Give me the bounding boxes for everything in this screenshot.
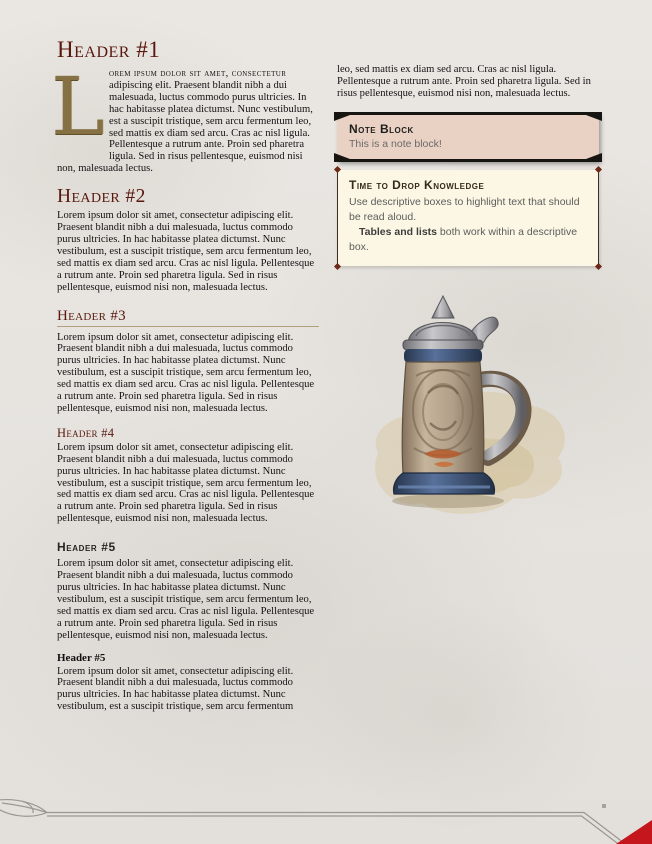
section-2-paragraph: Lorem ipsum dolor sit amet, consectetur adipiscing elit. Praesent blandit nibh a dui malesuada, luctus commodo purus ultricies. In hac habitasse platea dictumst. Nunc vestibulum, est a suscipit tristique, sem arcu fermentum leo, sed mattis ex diam sed arcu. Cras ac nisl ligula. Pellentesque a rutrum ante. Proin sed pharetra ligula. Sed in risus pellentesque, euismod nisi non, malesuada lectus. xyxy=(57,210,315,293)
section-3-paragraph: Lorem ipsum dolor sit amet, consectetur adipiscing elit. Praesent blandit nibh a dui malesuada, luctus commodo purus ultricies. In hac habitasse platea dictumst. Nunc vestibulum, est a suscipit tristique, sem arcu fermentum leo, sed mattis ex diam sed arcu. Cras ac nisl ligula. Pellentesque a rutrum ante. Proin sed pharetra ligula. Sed in risus pellentesque, euismod nisi non, malesuada lectus. xyxy=(57,331,315,414)
corner-diamond-icon xyxy=(334,263,341,270)
beer-stein-image xyxy=(348,288,588,523)
corner-diamond-icon xyxy=(595,263,602,270)
section-6 xyxy=(57,652,319,714)
page-title: Header #1 xyxy=(57,37,161,62)
corner-red-triangle xyxy=(616,820,652,844)
section-6-header: Header #5 xyxy=(57,651,106,664)
footer-square-dot xyxy=(602,804,606,808)
descriptive-box-line2 xyxy=(349,225,587,255)
right-column xyxy=(337,63,599,523)
note-block-body: This is a note block! xyxy=(349,137,442,150)
note-bottom-border xyxy=(334,153,602,162)
footer-decoration xyxy=(0,798,652,844)
section-4 xyxy=(57,426,319,525)
section-2-header: Header #2 xyxy=(57,186,146,208)
section-6-paragraph: Lorem ipsum dolor sit amet, consectetur adipiscing elit. Praesent blandit nibh a dui malesuada, luctus commodo purus ultricies. In hac habitasse platea dictumst. Nunc vestibulum, est a suscipit tristique, sem arcu fermentum xyxy=(57,665,294,713)
footer-double-rule xyxy=(47,813,624,844)
section-5-paragraph: Lorem ipsum dolor sit amet, consectetur adipiscing elit. Praesent blandit nibh a dui malesuada, luctus commodo purus ultricies. In hac habitasse platea dictumst. Nunc vestibulum, est a suscipit tristique, sem arcu fermentum leo, sed mattis ex diam sed arcu. Cras ac nisl ligula. Pellentesque a rutrum ante. Proin sed pharetra ligula. Sed in risus pellentesque, euismod nisi non, malesuada lectus. xyxy=(57,558,315,641)
intro-paragraph-text: adipiscing elit. Praesent blandit nibh a dui malesuada, luctus commodo purus ultricies. In hac habitasse platea dictumst. Nunc vestibulum, est a suscipit tristique, sem arcu fermentum leo, sed mattis ex diam sed arcu. Cras ac nisl ligula. Pellentesque a rutrum ante. Proin sed pharetra ligula. Sed in risus pellentesque, euismod nisi non, malesuada lectus. xyxy=(57,79,313,175)
section-3-header: Header #3 xyxy=(57,307,319,327)
footer-leaf-flourish xyxy=(0,800,47,817)
continued-paragraph: leo, sed mattis ex diam sed arcu. Cras ac nisl ligula. Pellentesque a rutrum ante. Proin sed pharetra ligula. Sed in risus pellentesque, euismod nisi non, malesuada lectus. xyxy=(337,64,591,99)
drop-cap-letter: L xyxy=(51,60,105,153)
note-block xyxy=(337,113,599,161)
lead-small-caps: orem ipsum dolor sit amet, consectetur xyxy=(109,68,287,79)
beer-stein-illustration xyxy=(348,288,588,523)
note-top-border xyxy=(334,112,602,121)
section-5 xyxy=(57,540,319,641)
intro-paragraph xyxy=(51,60,319,175)
descriptive-box xyxy=(337,170,599,266)
descriptive-box-line2-bold: Tables and lists xyxy=(359,225,437,238)
corner-diamond-icon xyxy=(334,166,341,173)
corner-diamond-icon xyxy=(595,166,602,173)
section-5-header: Header #5 xyxy=(57,540,116,555)
section-3 xyxy=(57,307,319,415)
section-2 xyxy=(57,186,319,293)
descriptive-box-line2-rest: both work within a descriptive box. xyxy=(349,225,578,253)
section-4-header: Header #4 xyxy=(57,425,115,440)
descriptive-box-title: Time to Drop Knowledge xyxy=(349,177,485,192)
section-4-paragraph: Lorem ipsum dolor sit amet, consectetur adipiscing elit. Praesent blandit nibh a dui malesuada, luctus commodo purus ultricies. In hac habitasse platea dictumst. Nunc vestibulum, est a suscipit tristique, sem arcu fermentum leo, sed mattis ex diam sed arcu. Cras ac nisl ligula. Pellentesque a rutrum ante. Proin sed pharetra ligula. Sed in risus pellentesque, euismod nisi non, malesuada lectus. xyxy=(57,441,315,525)
left-column xyxy=(51,36,319,713)
descriptive-box-line1: Use descriptive boxes to highlight text that should be read aloud. xyxy=(349,195,580,223)
note-block-title: Note Block xyxy=(349,121,414,136)
